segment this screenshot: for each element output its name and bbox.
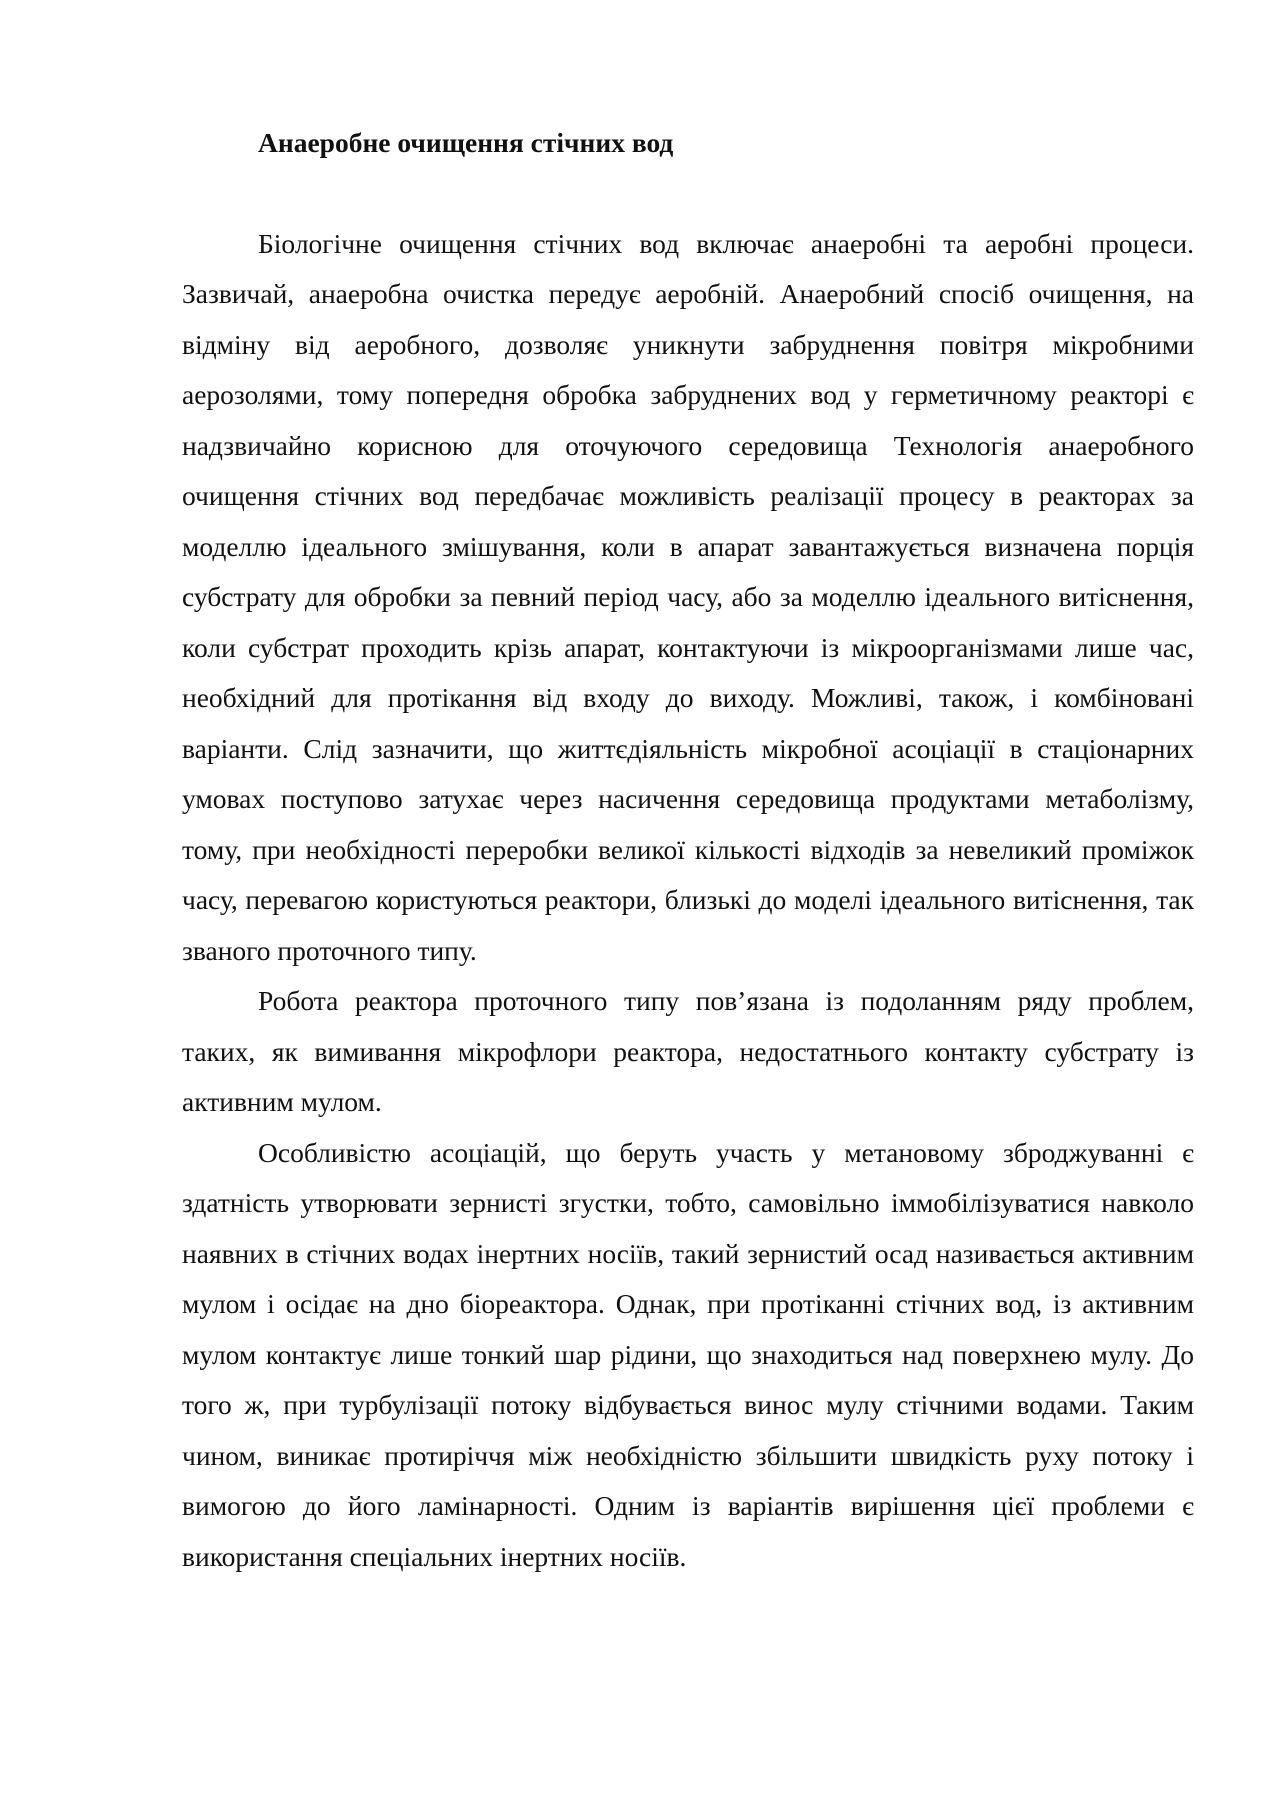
paragraph-3: Особливістю асоціацій, що беруть участь у метановому зброджуванні є здатність утворювати зернисті згустки, тобто, самовільно іммобілізуватися навколо наявних в стічних водах інертних носіїв, такий зернистий осад називається активним мулом і осідає на дно біореактора. Однак, при протіканні стічних вод, із активним мулом контактує лише тонкий шар рідини, що знаходиться над поверхнею мулу. До того ж, при турбулізації потоку відбувається винос мулу стічними водами. Таким чином, виникає протиріччя між необхідністю збільшити швидкість руху потоку і вимогою до його ламінарності. Одним із варіантів вирішення цієї проблеми є використання спеціальних інертних носіїв.	[182, 1136, 1194, 1572]
paragraph-1: Біологічне очищення стічних вод включає анаеробні та аеробні процеси. Зазвичай, анаеробна очистка передує аеробній. Анаеробний спосіб очищення, на відміну від аеробного, дозволяє уникнути забруднення повітря мікробними аерозолями, тому попередня обробка забруднених вод у герметичному реакторі є надзвичайно корисною для оточуючого середовища Технологія анаеробного очищення стічних вод передбачає можливість реалізації процесу в реакторах за моделлю ідеального змішування, коли в апарат завантажується визначена порція субстрату для обробки за певний період часу, або за моделлю ідеального витіснення, коли субстрат проходить крізь апарат, контактуючи із мікроорганізмами лише час, необхідний для протікання від входу до виходу. Можливі, також, і комбіновані варіанти. Слід зазначити, що життєдіяльність мікробної асоціації в стаціонарних умовах поступово затухає через насичення середовища продуктами метаболізму, тому, при необхідності переробки великої кількості відходів за невеликий проміжок часу, перевагою користуються реактори, близькі до моделі ідеального витіснення, так званого проточного типу.	[182, 227, 1194, 966]
paragraph-2: Робота реактора проточного типу пов’язана із подоланням ряду проблем, таких, як вимивання мікрофлори реактора, недостатнього контакту субстрату із активним мулом.	[182, 985, 1194, 1117]
document-title: Анаеробне очищення стічних вод	[258, 127, 674, 158]
document-body	[182, 118, 1194, 1582]
